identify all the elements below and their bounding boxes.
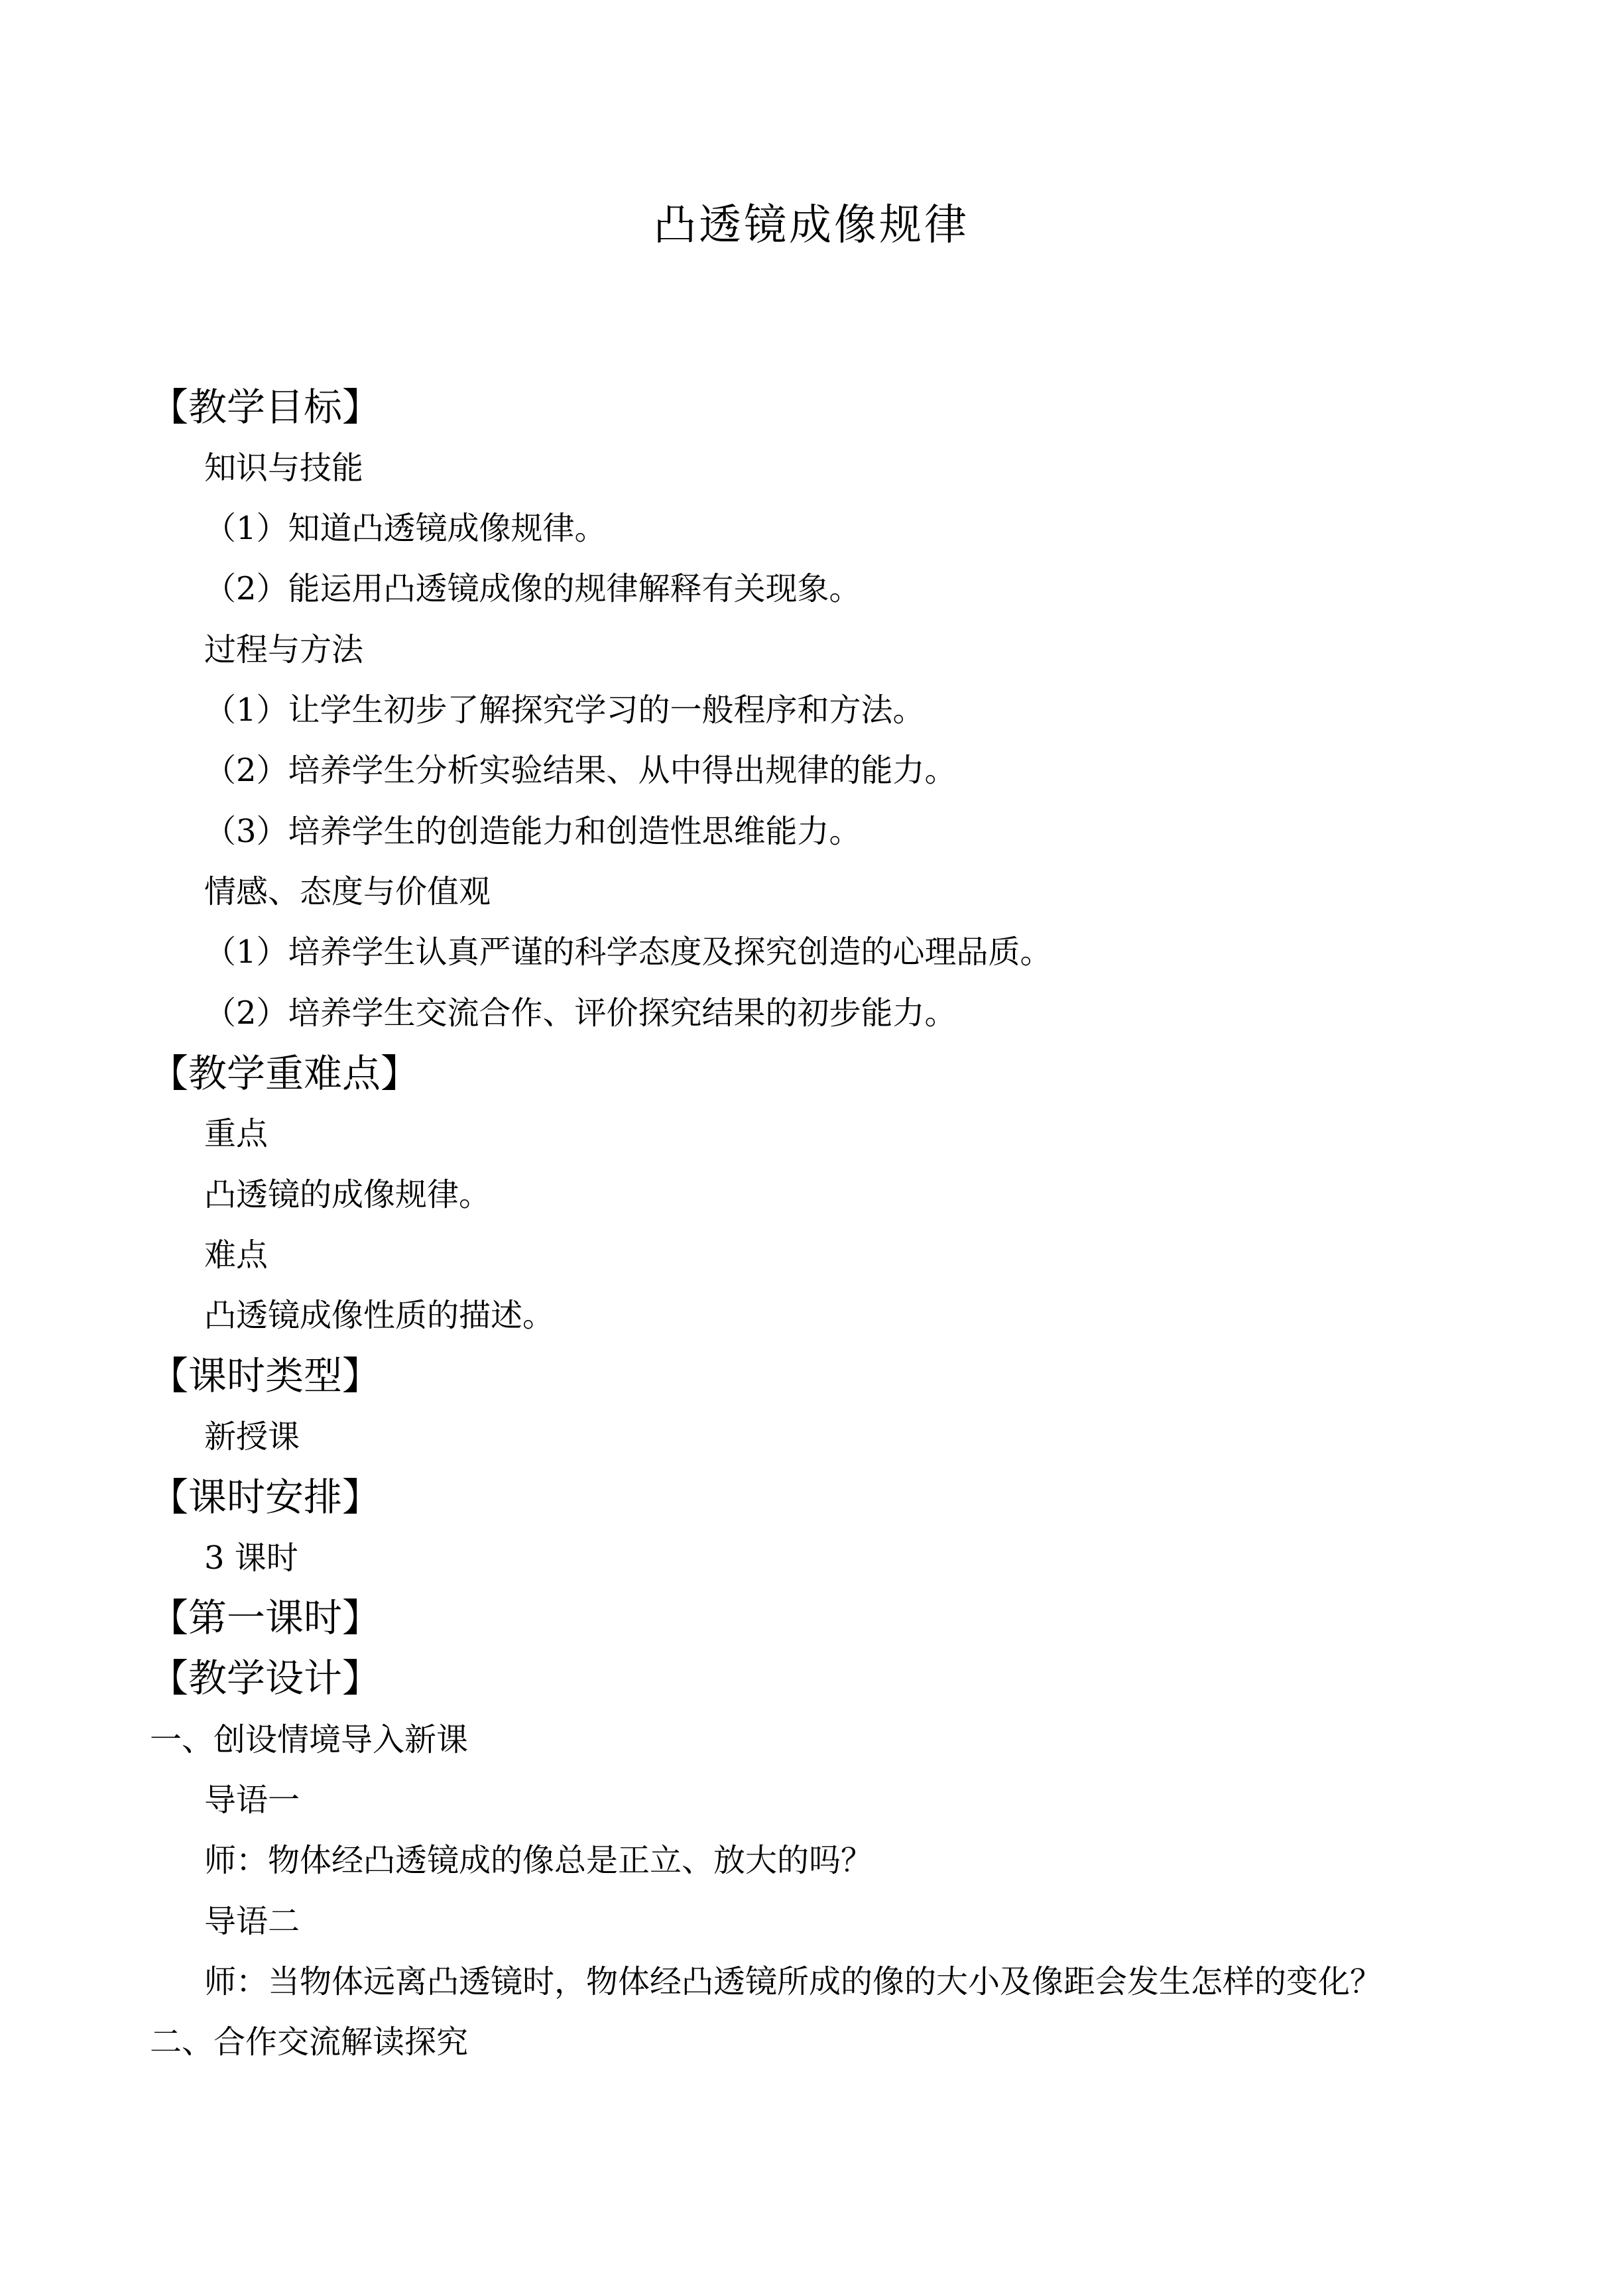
subheading-process-methods: 过程与方法	[204, 631, 364, 668]
section-heading-first-lesson: 【第一课时】	[150, 1595, 381, 1640]
difficult-point-text: 凸透镜成像性质的描述。	[204, 1297, 555, 1334]
section-heading-lesson-type: 【课时类型】	[150, 1353, 381, 1398]
teacher-question: 师：物体经凸透镜成的像总是正立、放大的吗？	[204, 1842, 873, 1879]
goal-item: （3）培养学生的创造能力和创造性思维能力。	[204, 813, 861, 850]
section-heading-teaching-goals: 【教学目标】	[150, 385, 381, 430]
key-point-text: 凸透镜的成像规律。	[204, 1176, 491, 1213]
lesson-schedule-text: 3 课时	[204, 1540, 298, 1577]
goal-item: （1）让学生初步了解探究学习的一般程序和方法。	[204, 692, 925, 729]
subheading-emotion-attitude-values: 情感、态度与价值观	[204, 873, 491, 910]
goal-item: （1）知道凸透镜成像规律。	[204, 510, 607, 547]
subheading-key-point: 重点	[204, 1115, 269, 1152]
lesson-type-text: 新授课	[204, 1418, 300, 1455]
goal-item: （1）培养学生认真严谨的科学态度及探究创造的心理品质。	[204, 934, 1052, 971]
subheading-intro-one: 导语一	[204, 1782, 300, 1819]
section-heading-teaching-design: 【教学设计】	[150, 1656, 381, 1701]
design-step-heading: 一、创设情境导入新课	[150, 1721, 469, 1758]
section-heading-key-difficult-points: 【教学重难点】	[150, 1051, 420, 1096]
teacher-question: 师：当物体远离凸透镜时，物体经凸透镜所成的像的大小及像距会发生怎样的变化？	[204, 1963, 1382, 2000]
section-heading-lesson-schedule: 【课时安排】	[150, 1475, 381, 1520]
subheading-knowledge-skills: 知识与技能	[204, 450, 364, 487]
subheading-intro-two: 导语二	[204, 1903, 300, 1940]
goal-item: （2）能运用凸透镜成像的规律解释有关现象。	[204, 570, 861, 607]
subheading-difficult-point: 难点	[204, 1237, 269, 1274]
goal-item: （2）培养学生交流合作、评价探究结果的初步能力。	[204, 995, 957, 1032]
document-title: 凸透镜成像规律	[654, 201, 969, 250]
design-step-heading: 二、合作交流解读探究	[150, 2024, 469, 2061]
goal-item: （2）培养学生分析实验结果、从中得出规律的能力。	[204, 752, 957, 789]
